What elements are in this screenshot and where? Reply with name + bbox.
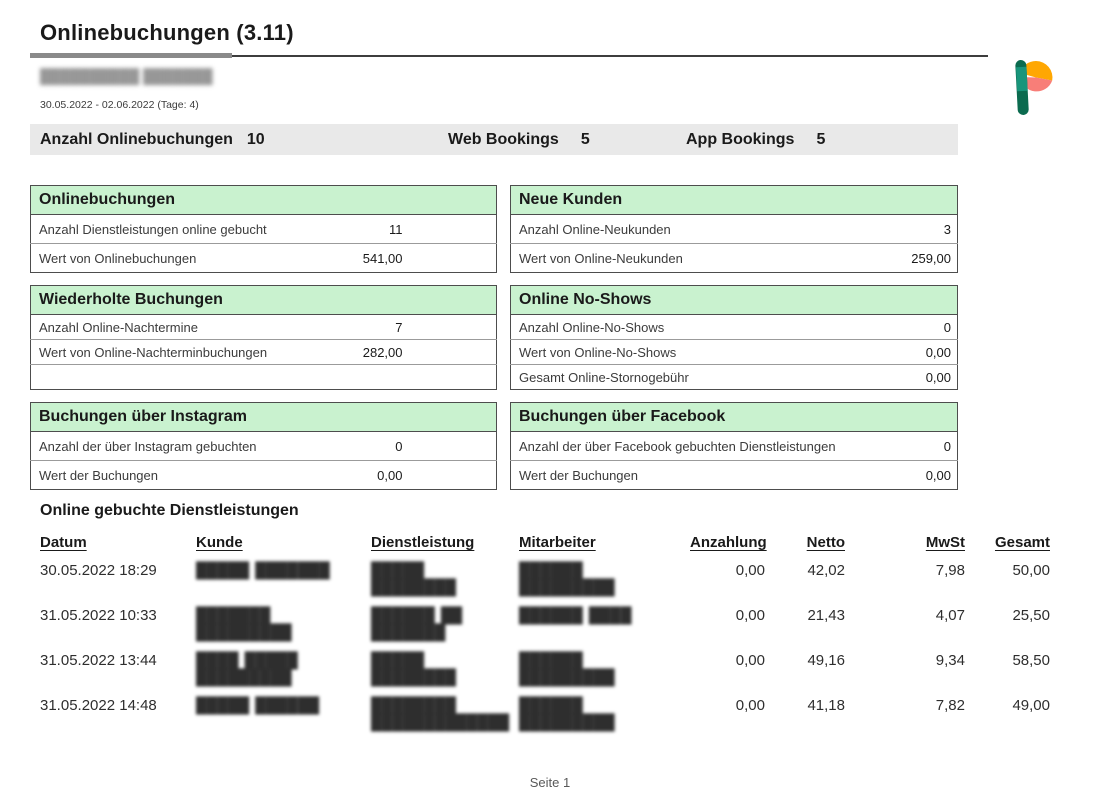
cell-gesamt: 58,50 bbox=[1012, 652, 1050, 669]
empty-filler-row bbox=[31, 365, 497, 390]
stat-value: 0 bbox=[847, 315, 957, 340]
shore-logo-icon bbox=[1009, 57, 1055, 117]
stat-table-title: Buchungen über Instagram bbox=[31, 403, 497, 432]
col-header-dienstleistung: Dienstleistung bbox=[371, 534, 475, 551]
cell-mwst: 7,98 bbox=[935, 562, 965, 579]
stat-label: Wert von Online-Nachterminbuchungen bbox=[31, 340, 317, 365]
col-header-datum: Datum bbox=[40, 534, 87, 551]
service-row bbox=[40, 692, 1050, 737]
cell-mitarbeiter-redacted: ██████ █████████ bbox=[519, 697, 615, 731]
cell-kunde-redacted: ███████ █████████ bbox=[196, 607, 292, 641]
cell-netto: 21,43 bbox=[807, 607, 845, 624]
summary-item-web-bookings bbox=[448, 124, 590, 155]
stat-value: 7 bbox=[317, 315, 407, 340]
page-number: Seite 1 bbox=[529, 775, 571, 790]
stat-label: Wert der Buchungen bbox=[519, 467, 638, 483]
cell-datum: 30.05.2022 18:29 bbox=[40, 562, 157, 579]
cell-mitarbeiter-redacted: ██████ ████ bbox=[519, 607, 632, 624]
stat-table-neue-kunden bbox=[510, 185, 958, 273]
stat-value: 0,00 bbox=[377, 467, 403, 483]
stat-value: 0 bbox=[898, 432, 958, 461]
cell-kunde-redacted: █████ ██████ bbox=[196, 697, 320, 714]
report-date-range: 30.05.2022 - 02.06.2022 (Tage: 4) bbox=[40, 99, 199, 111]
stat-value: 3 bbox=[848, 215, 958, 244]
cell-netto: 42,02 bbox=[807, 562, 845, 579]
title-divider-accent bbox=[30, 53, 232, 58]
stat-row-3 bbox=[30, 402, 1093, 490]
cell-mwst: 4,07 bbox=[935, 607, 965, 624]
page-title: Onlinebuchungen (3.11) bbox=[40, 20, 294, 45]
stat-value: 11 bbox=[317, 215, 407, 244]
stat-value: 282,00 bbox=[317, 340, 407, 365]
stat-row-2 bbox=[30, 285, 1093, 390]
stat-value: 259,00 bbox=[911, 250, 951, 266]
stat-table-wiederholte-buchungen bbox=[30, 285, 497, 390]
stat-table-onlinebuchungen bbox=[30, 185, 497, 273]
summary-value: 10 bbox=[246, 131, 265, 148]
services-header-row bbox=[40, 534, 1050, 557]
service-row bbox=[40, 647, 1050, 692]
cell-kunde-redacted: █████ ███████ bbox=[196, 562, 330, 579]
stat-label: Wert von Onlinebuchungen bbox=[39, 250, 197, 266]
cell-dienstleistung-redacted: ██████ ██ ███████ bbox=[371, 607, 463, 641]
cell-netto: 41,18 bbox=[807, 697, 845, 714]
summary-label: App Bookings bbox=[686, 131, 795, 148]
cell-netto: 49,16 bbox=[807, 652, 845, 669]
col-header-kunde: Kunde bbox=[196, 534, 243, 551]
cell-dienstleistung-redacted: ████████ █████████████ bbox=[371, 697, 510, 731]
col-header-netto: Netto bbox=[806, 534, 845, 551]
cell-mwst: 9,34 bbox=[935, 652, 965, 669]
cell-dienstleistung-redacted: █████ ████████ bbox=[371, 652, 457, 686]
col-header-mitarbeiter: Mitarbeiter bbox=[519, 534, 596, 551]
summary-value: 5 bbox=[816, 131, 826, 148]
summary-label: Anzahl Onlinebuchungen bbox=[40, 131, 233, 148]
service-row bbox=[40, 557, 1050, 602]
services-table bbox=[40, 534, 1050, 737]
business-name-redacted: ██████████ ███████ bbox=[40, 68, 213, 84]
stat-value: 0,00 bbox=[847, 340, 957, 365]
summary-item-app-bookings bbox=[686, 124, 825, 155]
stat-value: 0,00 bbox=[925, 369, 951, 385]
stat-row-1 bbox=[30, 185, 1093, 273]
stat-table-title: Neue Kunden bbox=[511, 186, 958, 215]
service-row bbox=[40, 602, 1050, 647]
cell-datum: 31.05.2022 14:48 bbox=[40, 697, 157, 714]
stat-label: Wert der Buchungen bbox=[39, 467, 158, 483]
stat-table-title: Wiederholte Buchungen bbox=[31, 286, 497, 315]
cell-anzahlung: 0,00 bbox=[735, 607, 765, 624]
stat-label: Gesamt Online-Stornogebühr bbox=[519, 369, 689, 385]
stat-value: 0,00 bbox=[925, 467, 951, 483]
stat-label: Anzahl Dienstleistungen online gebucht bbox=[31, 215, 317, 244]
stat-table-instagram bbox=[30, 402, 497, 490]
stat-label: Anzahl Online-Nachtermine bbox=[31, 315, 317, 340]
col-header-gesamt: Gesamt bbox=[994, 534, 1050, 551]
cell-gesamt: 49,00 bbox=[1012, 697, 1050, 714]
summary-label: Web Bookings bbox=[448, 131, 559, 148]
summary-value: 5 bbox=[580, 131, 590, 148]
stat-label: Wert von Online-No-Shows bbox=[511, 340, 848, 365]
services-section-title: Online gebuchte Dienstleistungen bbox=[40, 502, 299, 519]
stat-tables-section bbox=[30, 185, 1093, 490]
stat-value: 541,00 bbox=[362, 250, 403, 266]
col-header-mwst: MwSt bbox=[925, 534, 965, 551]
cell-anzahlung: 0,00 bbox=[735, 652, 765, 669]
stat-label: Anzahl Online-No-Shows bbox=[511, 315, 848, 340]
cell-anzahlung: 0,00 bbox=[735, 697, 765, 714]
stat-table-title: Onlinebuchungen bbox=[31, 186, 497, 215]
cell-mitarbeiter-redacted: ██████ █████████ bbox=[519, 652, 615, 686]
cell-anzahlung: 0,00 bbox=[735, 562, 765, 579]
cell-kunde-redacted: ████ █████ █████████ bbox=[196, 652, 298, 686]
summary-item-onlinebuchungen bbox=[40, 124, 265, 155]
col-header-anzahlung: Anzahlung bbox=[690, 534, 767, 551]
stat-label: Anzahl Online-Neukunden bbox=[511, 215, 848, 244]
cell-datum: 31.05.2022 13:44 bbox=[40, 652, 157, 669]
stat-label: Anzahl der über Facebook gebuchten Dienstleistungen bbox=[511, 432, 898, 461]
title-divider bbox=[30, 55, 988, 57]
cell-gesamt: 25,50 bbox=[1012, 607, 1050, 624]
stat-label: Wert von Online-Neukunden bbox=[519, 250, 683, 266]
cell-mitarbeiter-redacted: ██████ █████████ bbox=[519, 562, 615, 596]
cell-datum: 31.05.2022 10:33 bbox=[40, 607, 157, 624]
stat-table-title: Buchungen über Facebook bbox=[511, 403, 958, 432]
report-page bbox=[0, 20, 1093, 790]
cell-gesamt: 50,00 bbox=[1012, 562, 1050, 579]
stat-table-facebook bbox=[510, 402, 958, 490]
stat-value: 0 bbox=[316, 432, 406, 461]
summary-bar bbox=[30, 124, 958, 155]
stat-label: Anzahl der über Instagram gebuchten bbox=[31, 432, 317, 461]
cell-mwst: 7,82 bbox=[935, 697, 965, 714]
cell-dienstleistung-redacted: █████ ████████ bbox=[371, 562, 457, 596]
stat-table-online-no-shows bbox=[510, 285, 958, 390]
stat-table-title: Online No-Shows bbox=[511, 286, 958, 315]
